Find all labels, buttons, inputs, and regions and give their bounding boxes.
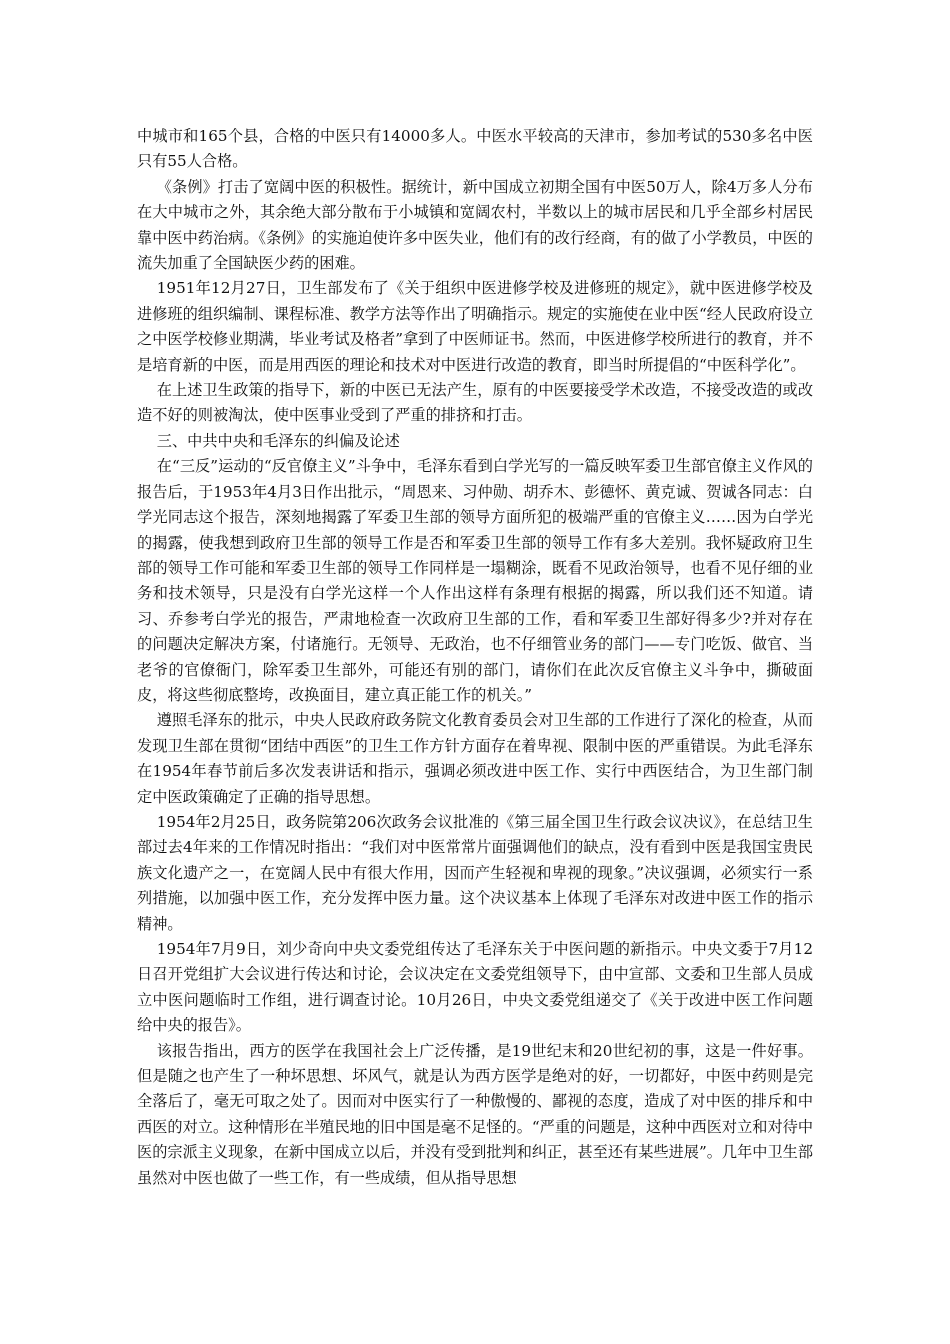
paragraph-5: 在“三反”运动的“反官僚主义”斗争中，毛泽东看到白学光写的一篇反映军委卫生部官僚主义作风的报告后，于1953年4月3日作出批示，“周恩来、习仲勋、胡乔木、彭德怀、黄克诚、贺诚各同志：白学光同志这个报告，深刻地揭露了军委卫生部的领导方面所犯的极端严重的官僚主义……因为白学光的揭露，使我想到政府卫生部的领导工作是否和军委卫生部的领导工作有多大差别。我怀疑政府卫生部的领导工作可能和军委卫生部的领导工作同样是一塌糊涂，既看不见政治领导，也看不见仔细的业务和技术领导，只是没有白学光这样一个人作出这样有条理有根据的揭露，所以我们还不知道。请习、乔参考白学光的报告，严肃地检查一次政府卫生部的工作，看和军委卫生部好得多少?并对存在的问题决定解决方案，付诸施行。无领导、无政治，也不仔细管业务的部门——专门吃饭、做官、当老爷的官僚衙门，除军委卫生部外，可能还有别的部门，请你们在此次反官僚主义斗争中，撕破面皮，将这些彻底整垮，改换面目，建立真正能工作的机关。”	[137, 457, 813, 704]
paragraph-2: 《条例》打击了宽阔中医的积极性。据统计，新中国成立初期全国有中医50万人，除4万多人分布在大中城市之外，其余绝大部分散布于小城镇和宽阔农村，半数以上的城市居民和几乎全部乡村居民靠中医中药治病。《条例》的实施迫使许多中医失业，他们有的改行经商，有的做了小学教员，中医的流失加重了全国缺医少药的困难。	[137, 177, 813, 273]
paragraph-4: 在上述卫生政策的指导下，新的中医已无法产生，原有的中医要接受学术改造，不接受改造的或改造不好的则被淘汰，使中医事业受到了严重的排挤和打击。	[137, 381, 813, 425]
document-page	[137, 124, 813, 1191]
paragraph-7: 1954年2月25日，政务院第206次政务会议批准的《第三届全国卫生行政会议决议》，在总结卫生部过去4年来的工作情况时指出：“我们对中医常常片面强调他们的缺点，没有看到中医是我国宝贵民族文化遗产之一，在宽阔人民中有很大作用，因而产生轻视和卑视的现象。”决议强调，必须实行一系列措施，以加强中医工作，充分发挥中医力量。这个决议基本上体现了毛泽东对改进中医工作的指示精神。	[137, 812, 813, 933]
paragraph-1: 中城市和165个县，合格的中医只有14000多人。中医水平较高的天津市，参加考试的530多名中医只有55人合格。	[137, 127, 813, 171]
paragraph-8: 1954年7月9日，刘少奇向中央文委党组传达了毛泽东关于中医问题的新指示。中央文委于7月12日召开党组扩大会议进行传达和讨论，会议决定在文委党组领导下，由中宣部、文委和卫生部人员成立中医问题临时工作组，进行调查讨论。10月26日，中央文委党组递交了《关于改进中医工作问题给中央的报告》。	[137, 940, 813, 1035]
section-heading: 三、中共中央和毛泽东的纠偏及论述	[156, 431, 400, 450]
paragraph-3: 1951年12月27日，卫生部发布了《关于组织中医进修学校及进修班的规定》，就中医进修学校及进修班的组织编制、课程标准、教学方法等作出了明确指示。规定的实施使在业中医“经人民政府设立之中医学校修业期满，毕业考试及格者”拿到了中医师证书。然而，中医进修学校所进行的教育，并不是培育新的中医，而是用西医的理论和技术对中医进行改造的教育，即当时所提倡的“中医科学化”。	[137, 279, 814, 374]
paragraph-9: 该报告指出，西方的医学在我国社会上广泛传播，是19世纪末和20世纪初的事，这是一件好事。但是随之也产生了一种坏思想、坏风气，就是认为西方医学是绝对的好，一切都好，中医中药则是完全落后了，毫无可取之处了。因而对中医实行了一种傲慢的、鄙视的态度，造成了对中医的排斥和中西医的对立。这种情形在半殖民地的旧中国是毫不足怪的。“严重的问题是，这种中西医对立和对待中医的宗派主义现象，在新中国成立以后，并没有受到批判和纠正，甚至还有某些进展”。几年中卫生部虽然对中医也做了一些工作，有一些成绩，但从指导思想	[137, 1041, 814, 1187]
paragraph-6: 遵照毛泽东的批示，中央人民政府政务院文化教育委员会对卫生部的工作进行了深化的检查，从而发现卫生部在贯彻“团结中西医”的卫生工作方针方面存在着卑视、限制中医的严重错误。为此毛泽东在1954年春节前后多次发表讲话和指示，强调必须改进中医工作、实行中西医结合，为卫生部门制定中医政策确定了正确的指导思想。	[137, 711, 813, 806]
